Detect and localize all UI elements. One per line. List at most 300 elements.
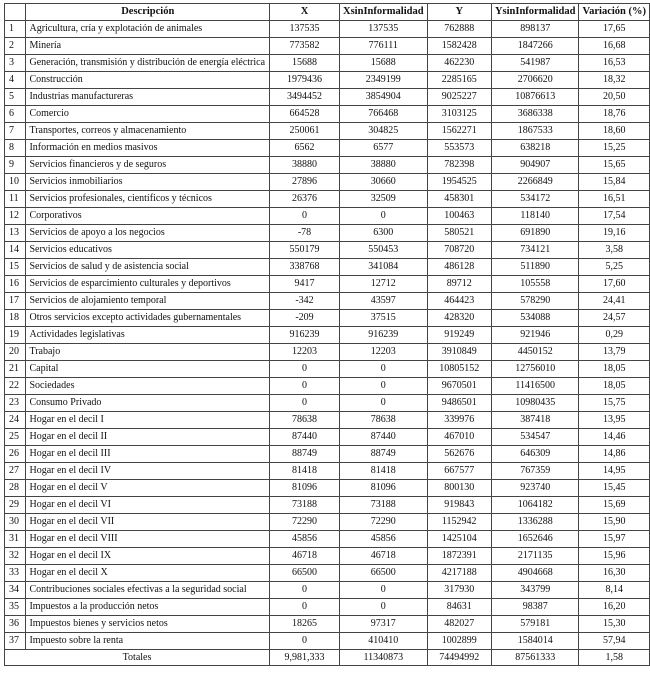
row-xsininformalidad: 37515 [340, 310, 428, 327]
row-descripcion: Comercio [26, 106, 270, 123]
row-variacion: 14,46 [579, 429, 650, 446]
row-x: 0 [270, 633, 340, 650]
table-row [5, 565, 650, 582]
row-x: 0 [270, 582, 340, 599]
row-x: 916239 [270, 327, 340, 344]
row-descripcion: Servicios inmobiliarios [26, 174, 270, 191]
table-row [5, 497, 650, 514]
table-row [5, 616, 650, 633]
row-x: 27896 [270, 174, 340, 191]
row-ysininformalidad: 1867533 [491, 123, 579, 140]
row-variacion: 18,32 [579, 72, 650, 89]
table-row [5, 225, 650, 242]
row-x: 12203 [270, 344, 340, 361]
table-row [5, 106, 650, 123]
row-xsininformalidad: 776111 [340, 38, 428, 55]
row-xsininformalidad: 916239 [340, 327, 428, 344]
row-descripcion: Transportes, correos y almacenamiento [26, 123, 270, 140]
row-number: 1 [5, 21, 26, 38]
row-xsininformalidad: 72290 [340, 514, 428, 531]
row-number: 21 [5, 361, 26, 378]
row-y: 482027 [427, 616, 491, 633]
table-row [5, 463, 650, 480]
row-descripcion: Consumo Privado [26, 395, 270, 412]
row-ysininformalidad: 3686338 [491, 106, 579, 123]
row-variacion: 13,79 [579, 344, 650, 361]
table-row [5, 242, 650, 259]
row-descripcion: Servicios financieros y de seguros [26, 157, 270, 174]
row-variacion: 15,45 [579, 480, 650, 497]
row-x: 66500 [270, 565, 340, 582]
row-ysininformalidad: 98387 [491, 599, 579, 616]
row-descripcion: Minería [26, 38, 270, 55]
row-variacion: 14,86 [579, 446, 650, 463]
row-ysininformalidad: 2266849 [491, 174, 579, 191]
row-ysininformalidad: 767359 [491, 463, 579, 480]
row-variacion: 18,76 [579, 106, 650, 123]
row-descripcion: Actividades legislativas [26, 327, 270, 344]
row-y: 458301 [427, 191, 491, 208]
row-number: 30 [5, 514, 26, 531]
row-xsininformalidad: 6577 [340, 140, 428, 157]
table-row [5, 123, 650, 140]
header-descripcion: Descripción [26, 4, 270, 21]
table-row [5, 259, 650, 276]
row-variacion: 15,30 [579, 616, 650, 633]
row-y: 10805152 [427, 361, 491, 378]
row-y: 667577 [427, 463, 491, 480]
row-number: 10 [5, 174, 26, 191]
row-variacion: 18,05 [579, 361, 650, 378]
row-y: 580521 [427, 225, 491, 242]
row-descripcion: Información en medios masivos [26, 140, 270, 157]
row-ysininformalidad: 638218 [491, 140, 579, 157]
totals-ysininformalidad: 87561333 [491, 650, 579, 666]
row-number: 14 [5, 242, 26, 259]
totals-variacion: 1,58 [579, 650, 650, 666]
row-descripcion: Capital [26, 361, 270, 378]
table-container [4, 3, 650, 666]
row-xsininformalidad: 81418 [340, 463, 428, 480]
row-xsininformalidad: 3854904 [340, 89, 428, 106]
row-xsininformalidad: 45856 [340, 531, 428, 548]
header-y: Y [427, 4, 491, 21]
row-x: 18265 [270, 616, 340, 633]
row-descripcion: Corporativos [26, 208, 270, 225]
row-x: 72290 [270, 514, 340, 531]
row-y: 1582428 [427, 38, 491, 55]
row-y: 919843 [427, 497, 491, 514]
row-ysininformalidad: 904907 [491, 157, 579, 174]
row-y: 800130 [427, 480, 491, 497]
row-number: 5 [5, 89, 26, 106]
row-y: 84631 [427, 599, 491, 616]
row-xsininformalidad: 15688 [340, 55, 428, 72]
row-ysininformalidad: 734121 [491, 242, 579, 259]
row-number: 2 [5, 38, 26, 55]
row-descripcion: Hogar en el decil III [26, 446, 270, 463]
row-descripcion: Hogar en el decil IV [26, 463, 270, 480]
header-ysininformalidad: YsinInformalidad [491, 4, 579, 21]
row-xsininformalidad: 46718 [340, 548, 428, 565]
row-x: 0 [270, 361, 340, 378]
row-x: 664528 [270, 106, 340, 123]
row-descripcion: Servicios de apoyo a los negocios [26, 225, 270, 242]
row-ysininformalidad: 1584014 [491, 633, 579, 650]
row-ysininformalidad: 578290 [491, 293, 579, 310]
row-x: 73188 [270, 497, 340, 514]
row-xsininformalidad: 0 [340, 378, 428, 395]
row-xsininformalidad: 32509 [340, 191, 428, 208]
row-variacion: 57,94 [579, 633, 650, 650]
row-xsininformalidad: 81096 [340, 480, 428, 497]
row-ysininformalidad: 10980435 [491, 395, 579, 412]
row-y: 428320 [427, 310, 491, 327]
table-row [5, 55, 650, 72]
row-descripcion: Impuestos bienes y servicios netos [26, 616, 270, 633]
row-number: 18 [5, 310, 26, 327]
row-variacion: 15,75 [579, 395, 650, 412]
row-xsininformalidad: 0 [340, 599, 428, 616]
row-y: 1872391 [427, 548, 491, 565]
table-row [5, 208, 650, 225]
row-ysininformalidad: 105558 [491, 276, 579, 293]
row-x: -209 [270, 310, 340, 327]
table-row [5, 548, 650, 565]
row-variacion: 17,65 [579, 21, 650, 38]
row-variacion: 24,57 [579, 310, 650, 327]
row-y: 89712 [427, 276, 491, 293]
row-xsininformalidad: 0 [340, 361, 428, 378]
row-x: 46718 [270, 548, 340, 565]
row-variacion: 14,95 [579, 463, 650, 480]
row-x: 3494452 [270, 89, 340, 106]
row-number: 4 [5, 72, 26, 89]
row-y: 1425104 [427, 531, 491, 548]
row-xsininformalidad: 97317 [340, 616, 428, 633]
row-number: 31 [5, 531, 26, 548]
table-row [5, 140, 650, 157]
table-row [5, 395, 650, 412]
row-variacion: 3,58 [579, 242, 650, 259]
row-number: 11 [5, 191, 26, 208]
table-row [5, 480, 650, 497]
row-descripcion: Servicios de salud y de asistencia social [26, 259, 270, 276]
row-variacion: 0,29 [579, 327, 650, 344]
row-number: 13 [5, 225, 26, 242]
row-x: 0 [270, 599, 340, 616]
row-xsininformalidad: 0 [340, 582, 428, 599]
row-number: 34 [5, 582, 26, 599]
table-row [5, 157, 650, 174]
row-ysininformalidad: 4904668 [491, 565, 579, 582]
row-y: 762888 [427, 21, 491, 38]
row-y: 1954525 [427, 174, 491, 191]
row-xsininformalidad: 30660 [340, 174, 428, 191]
header-row [5, 4, 650, 21]
row-xsininformalidad: 66500 [340, 565, 428, 582]
table-row [5, 531, 650, 548]
row-variacion: 5,25 [579, 259, 650, 276]
row-number: 17 [5, 293, 26, 310]
row-xsininformalidad: 0 [340, 208, 428, 225]
totals-label: Totales [5, 650, 270, 666]
row-variacion: 15,90 [579, 514, 650, 531]
row-number: 32 [5, 548, 26, 565]
row-descripcion: Hogar en el decil VII [26, 514, 270, 531]
row-variacion: 15,84 [579, 174, 650, 191]
row-y: 467010 [427, 429, 491, 446]
row-xsininformalidad: 410410 [340, 633, 428, 650]
row-y: 464423 [427, 293, 491, 310]
row-x: 550179 [270, 242, 340, 259]
row-number: 23 [5, 395, 26, 412]
row-y: 339976 [427, 412, 491, 429]
table-row [5, 599, 650, 616]
row-ysininformalidad: 1336288 [491, 514, 579, 531]
header-number [5, 4, 26, 21]
row-y: 3910849 [427, 344, 491, 361]
row-variacion: 18,05 [579, 378, 650, 395]
row-number: 3 [5, 55, 26, 72]
table-row [5, 378, 650, 395]
row-ysininformalidad: 534088 [491, 310, 579, 327]
row-number: 27 [5, 463, 26, 480]
row-ysininformalidad: 2706620 [491, 72, 579, 89]
row-descripcion: Impuesto sobre la renta [26, 633, 270, 650]
row-descripcion: Servicios de alojamiento temporal [26, 293, 270, 310]
row-number: 6 [5, 106, 26, 123]
row-y: 2285165 [427, 72, 491, 89]
row-number: 35 [5, 599, 26, 616]
row-number: 8 [5, 140, 26, 157]
row-descripcion: Sociedades [26, 378, 270, 395]
table-row [5, 412, 650, 429]
row-variacion: 16,68 [579, 38, 650, 55]
row-xsininformalidad: 550453 [340, 242, 428, 259]
row-number: 29 [5, 497, 26, 514]
row-variacion: 16,20 [579, 599, 650, 616]
row-number: 22 [5, 378, 26, 395]
row-x: 0 [270, 378, 340, 395]
row-xsininformalidad: 341084 [340, 259, 428, 276]
table-row [5, 89, 650, 106]
table-row [5, 446, 650, 463]
row-y: 919249 [427, 327, 491, 344]
row-ysininformalidad: 11416500 [491, 378, 579, 395]
table-row [5, 361, 650, 378]
row-xsininformalidad: 38880 [340, 157, 428, 174]
table-body [5, 21, 650, 650]
row-y: 9486501 [427, 395, 491, 412]
row-ysininformalidad: 541987 [491, 55, 579, 72]
row-xsininformalidad: 0 [340, 395, 428, 412]
header-x: X [270, 4, 340, 21]
row-y: 562676 [427, 446, 491, 463]
row-descripcion: Servicios de esparcimiento culturales y deportivos [26, 276, 270, 293]
row-number: 26 [5, 446, 26, 463]
table-row [5, 310, 650, 327]
row-descripcion: Hogar en el decil I [26, 412, 270, 429]
row-descripcion: Hogar en el decil II [26, 429, 270, 446]
row-descripcion: Servicios profesionales, científicos y técnicos [26, 191, 270, 208]
row-y: 4217188 [427, 565, 491, 582]
row-ysininformalidad: 923740 [491, 480, 579, 497]
totals-y: 74494992 [427, 650, 491, 666]
table-row [5, 276, 650, 293]
row-x: -342 [270, 293, 340, 310]
row-y: 3103125 [427, 106, 491, 123]
row-variacion: 17,60 [579, 276, 650, 293]
row-descripcion: Contribuciones sociales efectivas a la seguridad social [26, 582, 270, 599]
row-x: 81418 [270, 463, 340, 480]
table-row [5, 21, 650, 38]
row-y: 100463 [427, 208, 491, 225]
row-y: 1152942 [427, 514, 491, 531]
row-variacion: 20,50 [579, 89, 650, 106]
row-variacion: 16,30 [579, 565, 650, 582]
row-descripcion: Impuestos a la producción netos [26, 599, 270, 616]
table-row [5, 429, 650, 446]
row-y: 317930 [427, 582, 491, 599]
row-x: -78 [270, 225, 340, 242]
row-x: 0 [270, 208, 340, 225]
row-ysininformalidad: 1847266 [491, 38, 579, 55]
row-descripcion: Industrias manufactureras [26, 89, 270, 106]
row-y: 462230 [427, 55, 491, 72]
row-descripcion: Agricultura, cría y explotación de animales [26, 21, 270, 38]
row-variacion: 19,16 [579, 225, 650, 242]
row-xsininformalidad: 73188 [340, 497, 428, 514]
row-variacion: 15,25 [579, 140, 650, 157]
row-ysininformalidad: 1652646 [491, 531, 579, 548]
row-xsininformalidad: 43597 [340, 293, 428, 310]
table-row [5, 293, 650, 310]
row-number: 12 [5, 208, 26, 225]
row-number: 20 [5, 344, 26, 361]
row-xsininformalidad: 6300 [340, 225, 428, 242]
row-ysininformalidad: 921946 [491, 327, 579, 344]
row-xsininformalidad: 137535 [340, 21, 428, 38]
table-row [5, 582, 650, 599]
table-row [5, 514, 650, 531]
row-x: 87440 [270, 429, 340, 446]
row-variacion: 15,65 [579, 157, 650, 174]
row-number: 33 [5, 565, 26, 582]
row-descripcion: Servicios educativos [26, 242, 270, 259]
row-number: 19 [5, 327, 26, 344]
row-number: 28 [5, 480, 26, 497]
row-y: 1002899 [427, 633, 491, 650]
table-row [5, 72, 650, 89]
row-descripcion: Otros servicios excepto actividades gubernamentales [26, 310, 270, 327]
row-x: 38880 [270, 157, 340, 174]
row-ysininformalidad: 646309 [491, 446, 579, 463]
table-row [5, 327, 650, 344]
row-x: 78638 [270, 412, 340, 429]
row-xsininformalidad: 78638 [340, 412, 428, 429]
row-variacion: 8,14 [579, 582, 650, 599]
row-xsininformalidad: 304825 [340, 123, 428, 140]
row-ysininformalidad: 898137 [491, 21, 579, 38]
row-ysininformalidad: 1064182 [491, 497, 579, 514]
row-x: 45856 [270, 531, 340, 548]
row-descripcion: Hogar en el decil V [26, 480, 270, 497]
row-x: 26376 [270, 191, 340, 208]
row-descripcion: Hogar en el decil IX [26, 548, 270, 565]
row-variacion: 13,95 [579, 412, 650, 429]
row-number: 36 [5, 616, 26, 633]
row-variacion: 18,60 [579, 123, 650, 140]
row-x: 1979436 [270, 72, 340, 89]
row-y: 9025227 [427, 89, 491, 106]
row-descripcion: Hogar en el decil X [26, 565, 270, 582]
totals-row [5, 650, 650, 666]
row-x: 137535 [270, 21, 340, 38]
row-variacion: 15,97 [579, 531, 650, 548]
row-descripcion: Construcción [26, 72, 270, 89]
row-ysininformalidad: 691890 [491, 225, 579, 242]
row-variacion: 15,96 [579, 548, 650, 565]
row-xsininformalidad: 87440 [340, 429, 428, 446]
row-ysininformalidad: 10876613 [491, 89, 579, 106]
totals-x: 9,981,333 [270, 650, 340, 666]
row-number: 37 [5, 633, 26, 650]
row-y: 1562271 [427, 123, 491, 140]
row-x: 6562 [270, 140, 340, 157]
row-y: 708720 [427, 242, 491, 259]
row-ysininformalidad: 579181 [491, 616, 579, 633]
row-number: 25 [5, 429, 26, 446]
row-x: 773582 [270, 38, 340, 55]
row-x: 250061 [270, 123, 340, 140]
row-ysininformalidad: 511890 [491, 259, 579, 276]
table-row [5, 191, 650, 208]
row-descripcion: Trabajo [26, 344, 270, 361]
row-number: 24 [5, 412, 26, 429]
row-variacion: 24,41 [579, 293, 650, 310]
row-ysininformalidad: 12756010 [491, 361, 579, 378]
row-x: 88749 [270, 446, 340, 463]
row-ysininformalidad: 118140 [491, 208, 579, 225]
row-y: 486128 [427, 259, 491, 276]
row-descripcion: Hogar en el decil VI [26, 497, 270, 514]
row-ysininformalidad: 534172 [491, 191, 579, 208]
table-row [5, 174, 650, 191]
row-ysininformalidad: 343799 [491, 582, 579, 599]
row-descripcion: Generación, transmisión y distribución de energía eléctrica [26, 55, 270, 72]
table-row [5, 633, 650, 650]
row-xsininformalidad: 766468 [340, 106, 428, 123]
row-y: 553573 [427, 140, 491, 157]
row-variacion: 17,54 [579, 208, 650, 225]
row-x: 9417 [270, 276, 340, 293]
row-y: 9670501 [427, 378, 491, 395]
row-ysininformalidad: 2171135 [491, 548, 579, 565]
totals-xsininformalidad: 11340873 [340, 650, 428, 666]
row-variacion: 15,69 [579, 497, 650, 514]
row-number: 16 [5, 276, 26, 293]
row-ysininformalidad: 534547 [491, 429, 579, 446]
row-number: 15 [5, 259, 26, 276]
row-variacion: 16,53 [579, 55, 650, 72]
row-x: 81096 [270, 480, 340, 497]
row-x: 15688 [270, 55, 340, 72]
row-ysininformalidad: 4450152 [491, 344, 579, 361]
header-xsininformalidad: XsinInformalidad [340, 4, 428, 21]
header-variacion: Variación (%) [579, 4, 650, 21]
row-ysininformalidad: 387418 [491, 412, 579, 429]
